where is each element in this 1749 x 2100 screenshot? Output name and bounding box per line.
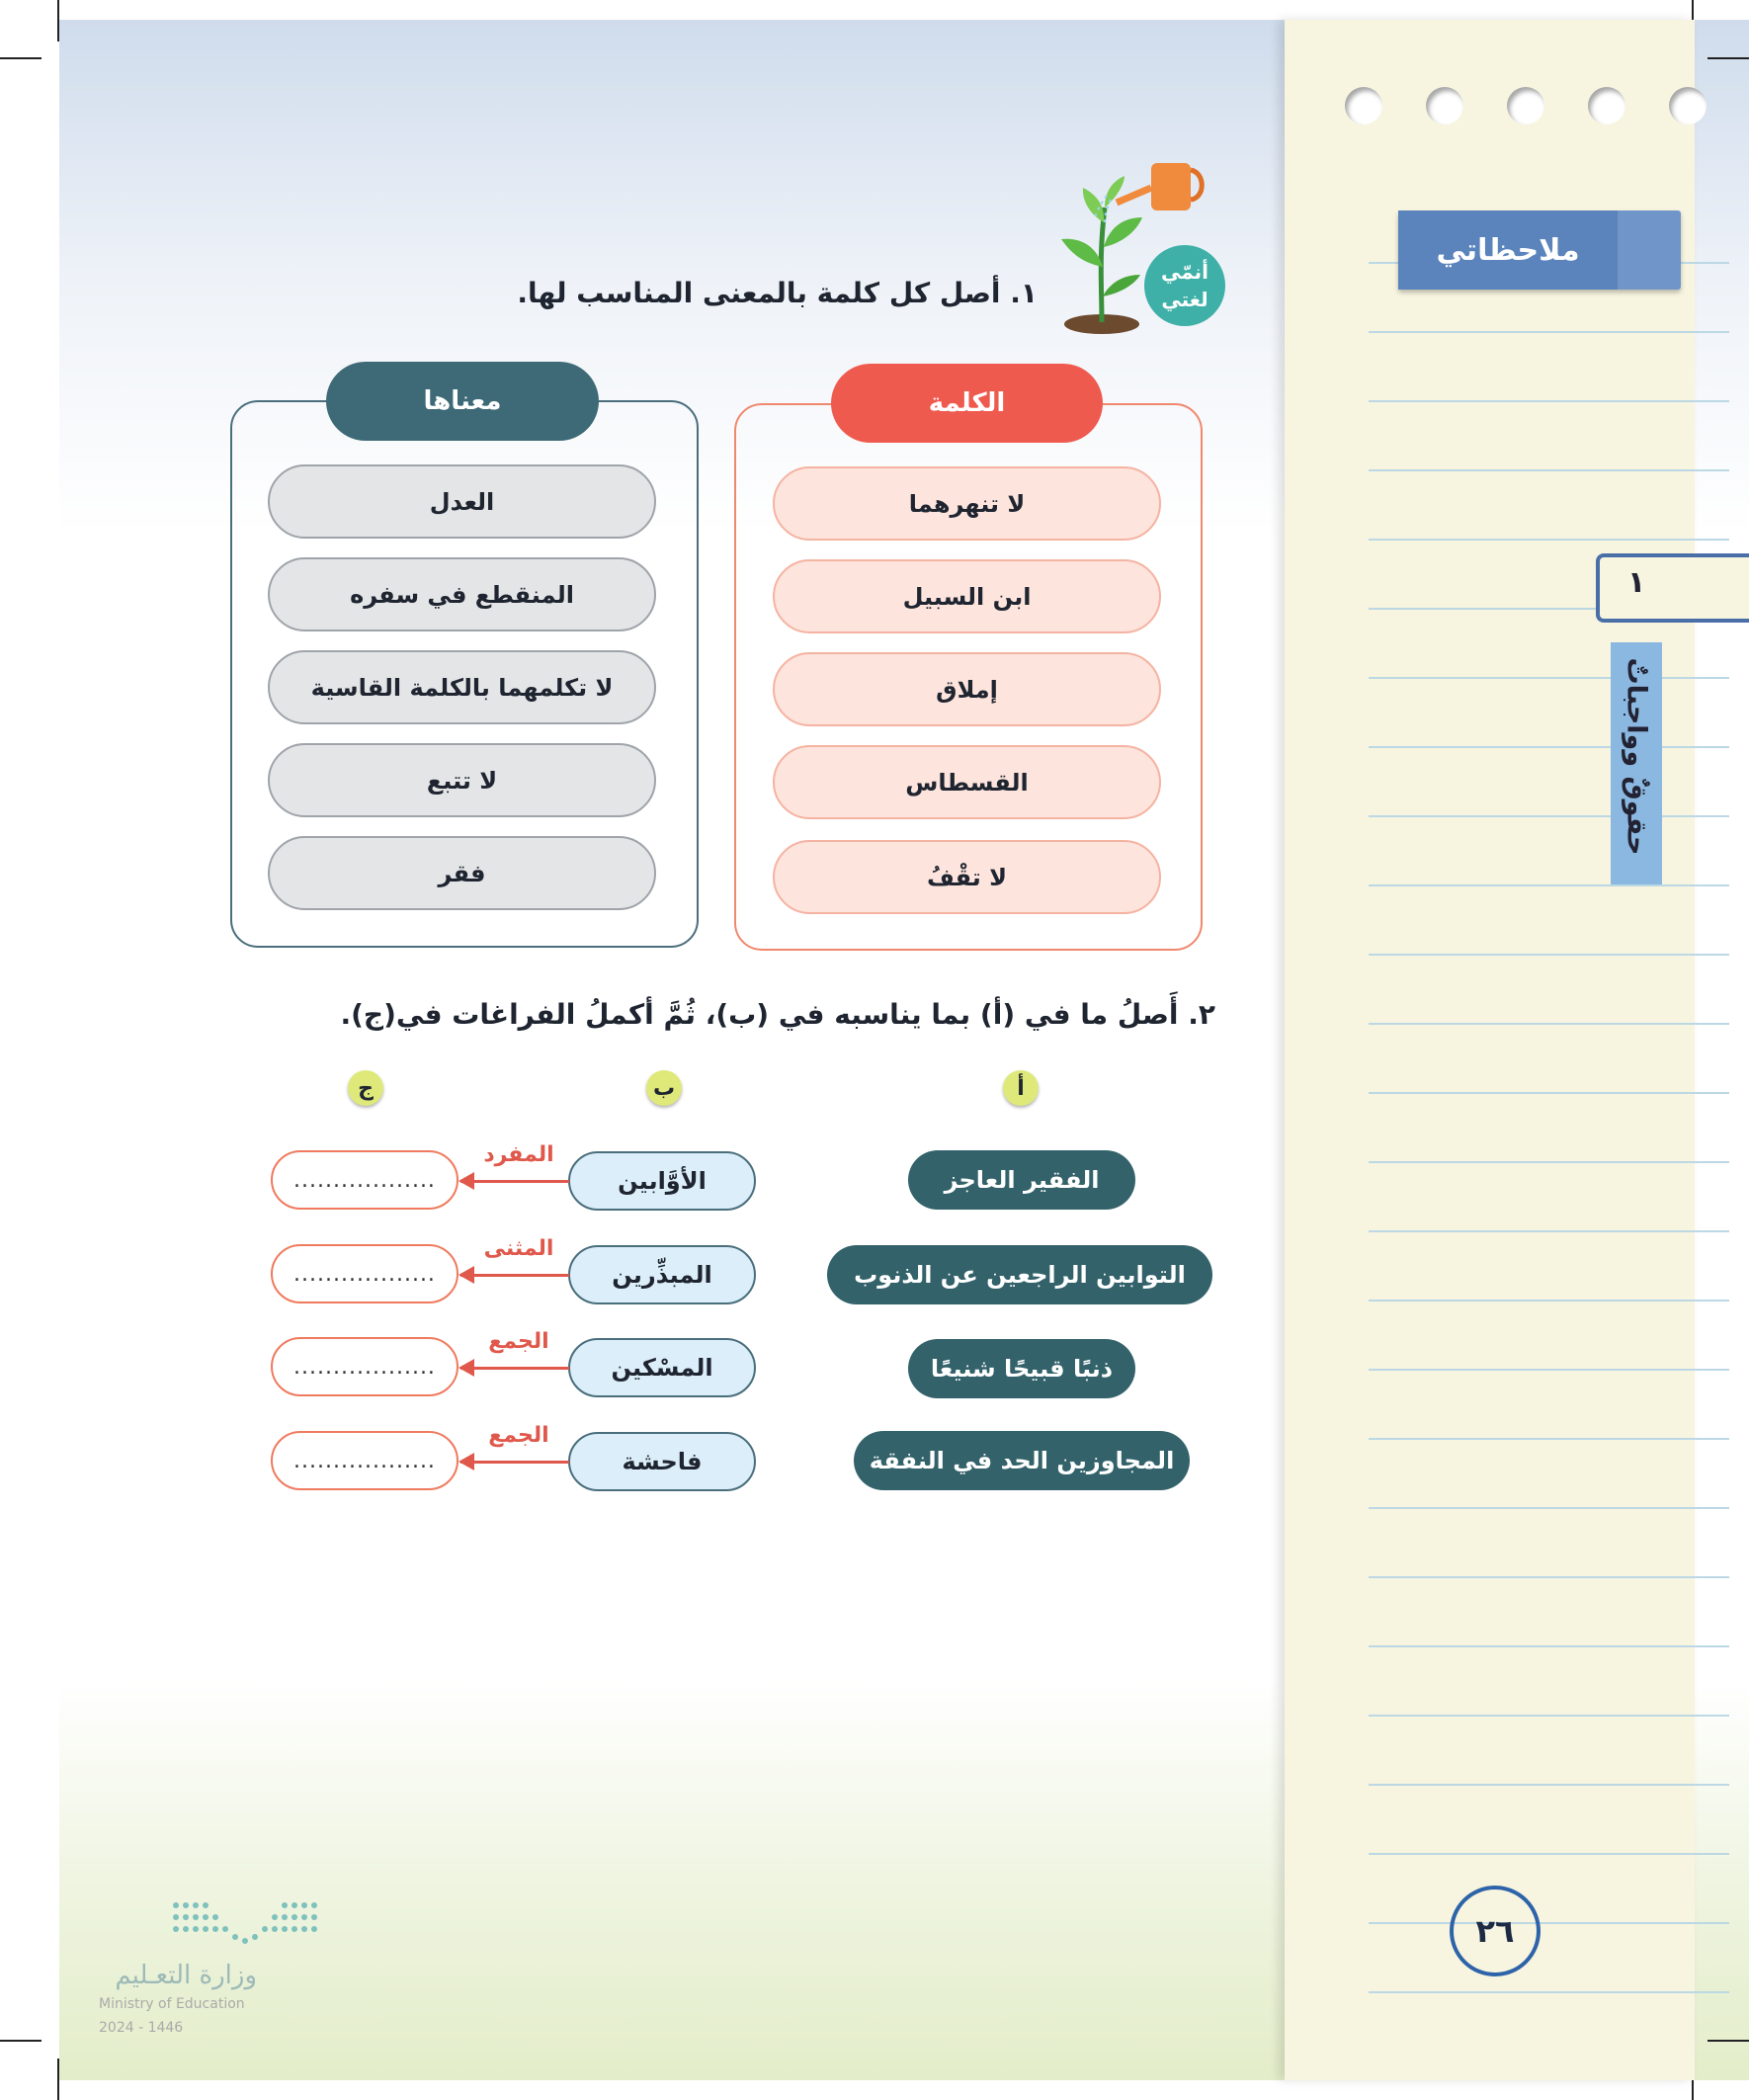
crop-mark [0, 2040, 42, 2042]
column-a-label: أ [1003, 1070, 1039, 1106]
arrow-label: الجمع [488, 1329, 549, 1354]
note-line [1369, 469, 1729, 471]
blank-field[interactable]: .................. [271, 1150, 458, 1210]
crop-mark [57, 2058, 59, 2100]
note-line [1369, 1991, 1729, 1993]
arrow-left-icon [460, 1367, 569, 1370]
note-line [1369, 746, 1729, 748]
column-b-item[interactable]: المسْكين [568, 1338, 756, 1397]
words-header: الكلمة [831, 364, 1103, 443]
badge-line1: أنمّي [1160, 260, 1208, 284]
arrow-left-icon [460, 1274, 569, 1277]
blank-field[interactable]: .................. [271, 1337, 458, 1396]
note-line [1369, 1438, 1729, 1440]
note-line [1369, 815, 1729, 817]
meaning-item[interactable]: العدل [268, 464, 656, 539]
meaning-item[interactable]: لا تكلمهما بالكلمة القاسية [268, 650, 656, 724]
column-b-label: ب [646, 1070, 682, 1106]
note-line [1369, 1023, 1729, 1025]
blank-field[interactable]: .................. [271, 1244, 458, 1303]
crop-mark [0, 57, 42, 59]
binder-hole [1426, 87, 1463, 125]
column-a-item[interactable]: التوابين الراجعين عن الذنوب [827, 1245, 1212, 1304]
column-b-item[interactable]: فاحشة [568, 1432, 756, 1491]
binder-hole [1345, 87, 1382, 125]
note-line [1369, 539, 1729, 541]
binder-hole [1507, 87, 1544, 125]
binder-hole [1669, 87, 1707, 125]
unit-title-tab [1611, 642, 1662, 884]
page-number: ٢٦ [1450, 1886, 1541, 1976]
note-line [1369, 1784, 1729, 1786]
crop-mark [1707, 57, 1749, 59]
crop-mark [57, 0, 59, 42]
word-item[interactable]: ابن السبيل [773, 559, 1161, 633]
blank-field[interactable]: .................. [271, 1431, 458, 1490]
question-2-heading: ٢. أَصلُ ما في (أ) بما يناسبه في (ب)، ثُمَّ أكملُ الفراغات في(ج). [340, 998, 1215, 1031]
word-item[interactable]: لا تقْفُ [773, 840, 1161, 914]
ministry-logo-icon [170, 1897, 318, 1947]
badge-line2: لغتي [1161, 288, 1208, 311]
note-line [1369, 1853, 1729, 1855]
column-c-label: ج [348, 1070, 383, 1106]
column-a-item[interactable]: الفقير العاجز [908, 1150, 1135, 1210]
note-line [1369, 1300, 1729, 1302]
meaning-item[interactable]: المنقطع في سفره [268, 557, 656, 631]
note-line [1369, 1922, 1729, 1924]
word-item[interactable]: إملاق [773, 652, 1161, 726]
arrow-label: المثنى [483, 1236, 554, 1261]
binder-hole [1588, 87, 1625, 125]
notes-panel [1285, 20, 1695, 2080]
notes-title-tab [1398, 210, 1681, 290]
word-item[interactable]: القسطاس [773, 745, 1161, 819]
arrow-label: المفرد [483, 1142, 554, 1167]
note-line [1369, 1092, 1729, 1094]
note-line [1369, 1369, 1729, 1371]
arrow-label: الجمع [488, 1423, 549, 1448]
word-item[interactable]: لا تنهرهما [773, 466, 1161, 541]
note-line [1369, 1715, 1729, 1717]
note-line [1369, 400, 1729, 402]
note-line [1369, 1645, 1729, 1647]
note-line [1369, 954, 1729, 956]
column-b-item[interactable]: الأوَّابين [568, 1151, 756, 1211]
unit-title: حقوقٌ وواجباتٌ [1621, 657, 1652, 856]
note-line [1369, 331, 1729, 333]
note-line [1369, 677, 1729, 679]
meaning-item[interactable]: لا تتبع [268, 743, 656, 817]
unit-number: ١ [1627, 565, 1646, 600]
arrow-left-icon [460, 1180, 569, 1183]
note-line [1369, 1161, 1729, 1163]
column-a-item[interactable]: ذنبًا قبيحًا شنيعًا [908, 1339, 1135, 1398]
arrow-left-icon [460, 1461, 569, 1464]
note-line [1369, 1576, 1729, 1578]
notes-title: ملاحظاتي [1398, 210, 1618, 290]
crop-mark [1707, 2040, 1749, 2042]
column-a-item[interactable]: المجاوزين الحد في النفقة [854, 1431, 1190, 1490]
badge-anmi-lughati [1144, 245, 1225, 326]
note-line [1369, 1507, 1729, 1509]
edition-year: 2024 - 1446 [99, 2020, 184, 2036]
note-line [1369, 1230, 1729, 1232]
meaning-item[interactable]: فقر [268, 836, 656, 910]
column-b-item[interactable]: المبذِّرين [568, 1245, 756, 1304]
note-line [1369, 884, 1729, 886]
question-1-heading: ١. أصل كل كلمة بالمعنى المناسب لها. [517, 277, 1038, 309]
unit-number-box [1596, 553, 1749, 623]
ministry-name-en: Ministry of Education [99, 1996, 245, 2012]
meanings-header: معناها [326, 362, 599, 441]
ministry-name-ar: وزارة التعـليم [115, 1961, 257, 1990]
